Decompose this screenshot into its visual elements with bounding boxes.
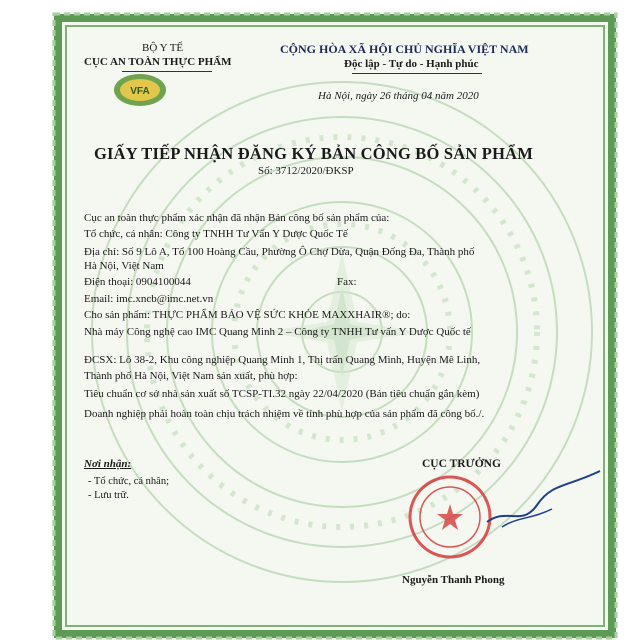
body-line: Email: imc.xncb@imc.net.vn [84, 293, 214, 305]
agency-name: CỤC AN TOÀN THỰC PHẨM [84, 56, 232, 68]
signer-name: Nguyễn Thanh Phong [402, 574, 505, 586]
certificate [52, 12, 618, 640]
body-line: Nhà máy Công nghệ cao IMC Quang Minh 2 – Công ty TNHH Tư vấn Y Dược Quốc tế [84, 326, 471, 338]
handwritten-signature [482, 467, 602, 537]
recipients-heading: Nơi nhận: [84, 458, 132, 470]
official-stamp-icon [407, 474, 493, 560]
body-line: Tiêu chuẩn cơ sở nhà sản xuất số TCSP-TI.32 ngày 22/04/2020 (Bản tiêu chuẩn gắn kèm) [84, 388, 480, 400]
body-line: Cho sản phẩm: THỰC PHẨM BẢO VỆ SỨC KHỎE MAXXHAIR®; do: [84, 309, 411, 321]
document-title: GIẤY TIẾP NHẬN ĐĂNG KÝ BẢN CÔNG BỐ SẢN PHẨM [94, 144, 534, 163]
ministry-name: BỘ Y TẾ [142, 42, 184, 54]
body-line: Địa chỉ: Số 9 Lô A, Tổ 100 Hoàng Cầu, Phường Ô Chợ Dừa, Quận Đống Đa, Thành phố [84, 246, 475, 258]
body-line: Doanh nghiệp phải hoàn toàn chịu trách nhiệm về tính phù hợp của sản phẩm đã công bố./. [84, 408, 485, 420]
recipient-item: - Tổ chức, cá nhân; [88, 476, 170, 487]
republic-heading: CỘNG HÒA XÃ HỘI CHỦ NGHĨA VIỆT NAM [280, 42, 529, 56]
body-line: Tổ chức, cá nhân: Công ty TNHH Tư Vấn Y Dược Quốc Tế [84, 228, 348, 240]
issue-date: Hà Nội, ngày 26 tháng 04 năm 2020 [318, 90, 479, 102]
fax-label: Fax: [337, 276, 357, 288]
agency-underline [122, 71, 212, 72]
body-line: Cục an toàn thực phẩm xác nhận đã nhận Bản công bố sản phẩm của: [84, 212, 390, 224]
motto-underline [352, 73, 482, 74]
body-line: Thành phố Hà Nội, Việt Nam sản xuất, phù hợp: [84, 370, 298, 382]
logo-text: VFA [130, 86, 150, 97]
document-number: Số: 3712/2020/ĐKSP [258, 165, 354, 177]
director-title: CỤC TRƯỞNG [422, 458, 501, 470]
recipient-item: - Lưu trữ. [88, 490, 129, 501]
vfa-logo [112, 72, 168, 108]
body-line: Hà Nội, Việt Nam [84, 260, 164, 272]
national-motto: Độc lập - Tự do - Hạnh phúc [344, 58, 479, 70]
body-line: ĐCSX: Lô 38-2, Khu công nghiệp Quang Minh 1, Thị trấn Quang Minh, Huyện Mê Linh, [84, 354, 481, 366]
body-line: Điện thoại: 0904100044 [84, 276, 191, 288]
